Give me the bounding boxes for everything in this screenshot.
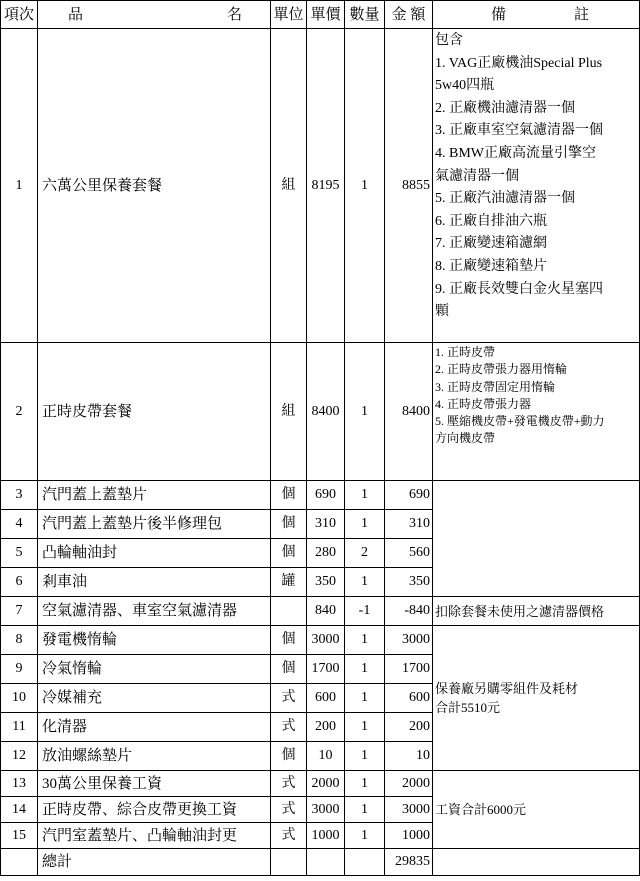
remark-line: 包含 (435, 33, 463, 48)
remark-line: 2. 正時皮帶張力器用惰輪 (435, 362, 568, 377)
row-name: 汽門蓋上蓋墊片 (38, 481, 271, 510)
row-qty: 1 (345, 343, 385, 481)
row-qty: -1 (345, 597, 385, 626)
table-row (1, 597, 640, 626)
remark-line: 顆 (435, 304, 449, 320)
row-index: 5 (1, 539, 38, 568)
row-price: 840 (307, 597, 345, 626)
row-price: 200 (307, 713, 345, 742)
row-unit: 組 (271, 29, 307, 343)
header-name-left: 品 (68, 6, 84, 23)
row-qty: 1 (345, 797, 385, 823)
header-name-right: 名 (226, 6, 242, 23)
total-price-empty (307, 849, 345, 876)
remark-line: 5w40四瓶 (435, 78, 495, 94)
row-name: 凸輪軸油封 (38, 539, 271, 568)
header-name (38, 1, 271, 29)
row-amount: 2000 (385, 771, 433, 797)
row-price: 600 (307, 684, 345, 713)
row-price: 10 (307, 742, 345, 771)
row-name: 30萬公里保養工資 (38, 771, 271, 797)
row-amount: 8400 (385, 343, 433, 481)
row-index: 8 (1, 626, 38, 655)
header-remark (433, 1, 640, 29)
row-qty: 1 (345, 684, 385, 713)
row-index: 10 (1, 684, 38, 713)
row-amount: 3000 (385, 626, 433, 655)
remark-line: 6. 正廠自排油六瓶 (435, 213, 547, 229)
row-unit: 式 (271, 823, 307, 849)
header-row (1, 1, 640, 29)
row-price: 8195 (307, 29, 345, 343)
row-index: 9 (1, 655, 38, 684)
total-amount: 29835 (385, 849, 433, 876)
remark-line: 4. BMW正廠高流量引擎空 (435, 145, 596, 161)
row-name: 正時皮帶、綜合皮帶更換工資 (38, 797, 271, 823)
row-index: 12 (1, 742, 38, 771)
row-unit: 組 (271, 343, 307, 481)
remark-labor-total: 工資合計6000元 (433, 771, 640, 849)
table-row (1, 771, 640, 797)
row-qty: 1 (345, 510, 385, 539)
remark-extra-parts (433, 626, 640, 771)
remark-line: 4. 正時皮帶張力器 (435, 396, 532, 411)
row-name: 放油螺絲墊片 (38, 742, 271, 771)
remark-line: 9. 正廠長效雙白金火星塞四 (435, 281, 603, 297)
total-remark-empty (433, 849, 640, 876)
row-amount: 8855 (385, 29, 433, 343)
header-remark-right: 註 (573, 6, 589, 23)
header-remark-left: 備 (491, 6, 507, 23)
remark-empty (433, 481, 640, 597)
row-index: 6 (1, 568, 38, 597)
row-unit: 罐 (271, 568, 307, 597)
remark-line: 5. 正廠汽油濾清器一個 (435, 191, 575, 207)
remark-timing-belt-package (433, 343, 640, 481)
row-index: 7 (1, 597, 38, 626)
row-unit: 個 (271, 539, 307, 568)
row-unit: 式 (271, 797, 307, 823)
row-name: 汽門室蓋墊片、凸輪軸油封更 (38, 823, 271, 849)
header-index: 項次 (1, 1, 38, 29)
row-index: 1 (1, 29, 38, 343)
row-unit: 個 (271, 742, 307, 771)
total-row (1, 849, 640, 876)
row-name: 剎車油 (38, 568, 271, 597)
row-unit: 式 (271, 684, 307, 713)
row-amount: 690 (385, 481, 433, 510)
row-name: 化清器 (38, 713, 271, 742)
row-name: 六萬公里保養套餐 (38, 29, 271, 343)
remark-line: 3. 正廠車室空氣濾清器一個 (435, 123, 603, 139)
row-price: 3000 (307, 797, 345, 823)
row-unit: 個 (271, 510, 307, 539)
row-qty: 1 (345, 655, 385, 684)
row-qty: 1 (345, 823, 385, 849)
row-amount: 350 (385, 568, 433, 597)
total-qty-empty (345, 849, 385, 876)
row-amount: 1000 (385, 823, 433, 849)
row-price: 280 (307, 539, 345, 568)
row-qty: 2 (345, 539, 385, 568)
header-amount: 金 額 (385, 1, 433, 29)
row-unit: 個 (271, 481, 307, 510)
row-price: 8400 (307, 343, 345, 481)
row-amount: 10 (385, 742, 433, 771)
row-unit: 式 (271, 771, 307, 797)
row-amount: 1700 (385, 655, 433, 684)
remark-line: 合計5510元 (435, 700, 501, 715)
remark-filter-deduction: 扣除套餐未使用之濾清器價格 (433, 597, 640, 626)
row-amount: 310 (385, 510, 433, 539)
row-index: 4 (1, 510, 38, 539)
row-index: 15 (1, 823, 38, 849)
table-row (1, 481, 640, 510)
remark-package-60k (433, 29, 640, 343)
row-amount: 600 (385, 684, 433, 713)
row-qty: 1 (345, 481, 385, 510)
remark-line: 方向機皮帶 (435, 431, 496, 446)
row-name: 汽門蓋上蓋墊片後半修理包 (38, 510, 271, 539)
remark-line: 2. 正廠機油濾清器一個 (435, 100, 575, 116)
row-price: 1700 (307, 655, 345, 684)
row-name: 冷媒補充 (38, 684, 271, 713)
row-index: 2 (1, 343, 38, 481)
header-price: 單價 (307, 1, 345, 29)
row-name: 空氣濾清器、車室空氣濾清器 (38, 597, 271, 626)
total-label: 總計 (38, 849, 271, 876)
row-index: 14 (1, 797, 38, 823)
row-price: 690 (307, 481, 345, 510)
table-row (1, 343, 640, 481)
row-amount: 200 (385, 713, 433, 742)
row-unit (271, 597, 307, 626)
remark-line: 8. 正廠變速箱墊片 (435, 258, 547, 274)
header-qty: 數量 (345, 1, 385, 29)
row-qty: 1 (345, 742, 385, 771)
row-name: 正時皮帶套餐 (38, 343, 271, 481)
row-price: 1000 (307, 823, 345, 849)
row-price: 310 (307, 510, 345, 539)
remark-line: 保養廠另購零組件及耗材 (435, 681, 579, 696)
remark-line: 氣濾清器一個 (435, 168, 519, 184)
row-price: 3000 (307, 626, 345, 655)
remark-line: 1. VAG正廠機油Special Plus (435, 55, 603, 71)
remark-line: 1. 正時皮帶 (435, 345, 496, 359)
row-amount: 3000 (385, 797, 433, 823)
row-price: 350 (307, 568, 345, 597)
row-price: 2000 (307, 771, 345, 797)
row-qty: 1 (345, 29, 385, 343)
row-amount: 560 (385, 539, 433, 568)
row-unit: 式 (271, 713, 307, 742)
row-index: 11 (1, 713, 38, 742)
remark-line: 5. 壓縮機皮帶+發電機皮帶+動力 (435, 414, 605, 429)
row-name: 冷氣惰輪 (38, 655, 271, 684)
total-unit-empty (271, 849, 307, 876)
row-qty: 1 (345, 771, 385, 797)
table-row (1, 626, 640, 655)
row-name: 發電機惰輪 (38, 626, 271, 655)
remark-line: 3. 正時皮帶固定用惰輪 (435, 379, 556, 394)
row-index: 3 (1, 481, 38, 510)
row-qty: 1 (345, 713, 385, 742)
remark-line: 7. 正廠變速箱濾網 (435, 236, 547, 252)
row-index: 13 (1, 771, 38, 797)
row-amount: -840 (385, 597, 433, 626)
row-qty: 1 (345, 626, 385, 655)
row-unit: 個 (271, 626, 307, 655)
total-index-empty (1, 849, 38, 876)
table-row (1, 29, 640, 343)
row-unit: 個 (271, 655, 307, 684)
row-qty: 1 (345, 568, 385, 597)
header-unit: 單位 (271, 1, 307, 29)
